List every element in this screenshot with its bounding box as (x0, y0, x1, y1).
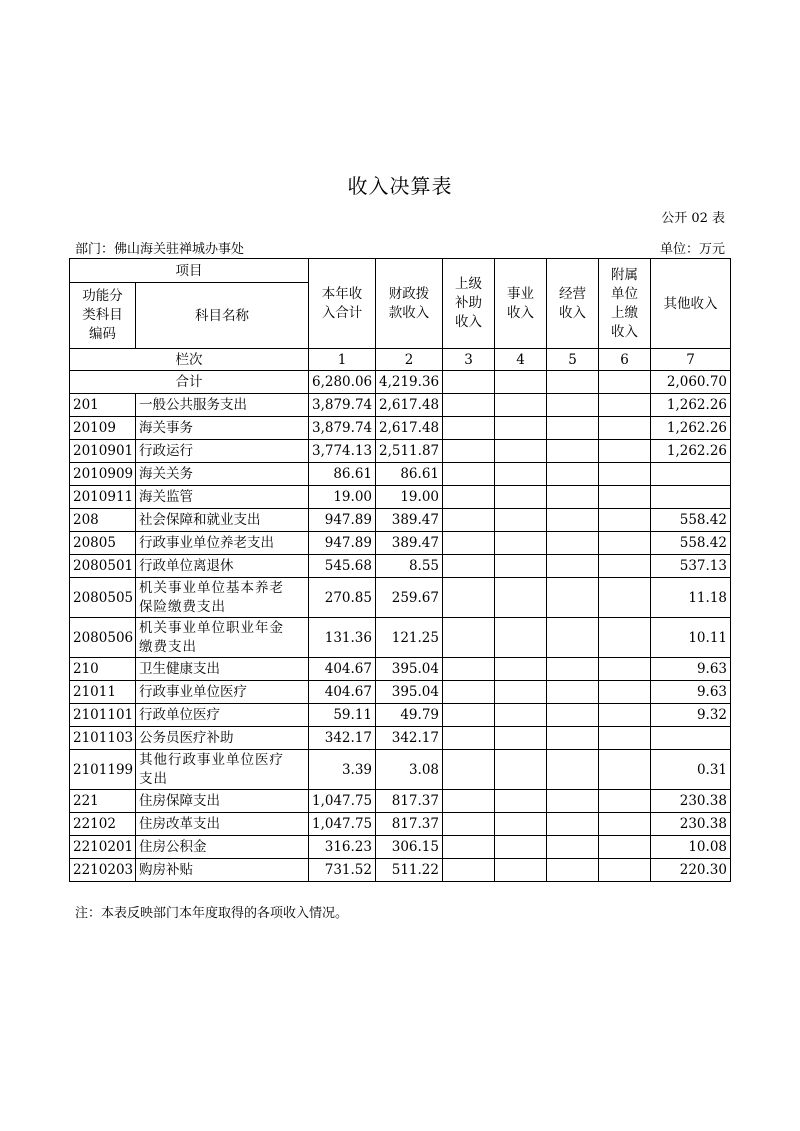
subject-name-cell: 海关事务 (136, 417, 309, 440)
header-line: 功能分 (82, 288, 123, 304)
header-line: 入合计 (321, 304, 363, 321)
subject-name-line: 缴费支出 (139, 638, 197, 655)
value-cell: 404.67 (309, 658, 376, 681)
value-cell: 395.04 (376, 658, 443, 681)
value-cell (599, 704, 651, 727)
subject-name-cell (136, 578, 309, 618)
column-index-cell: 6 (599, 349, 651, 371)
value-cell: 511.22 (376, 859, 443, 882)
other-header: 其他收入 (651, 259, 731, 349)
header-line: 编码 (89, 326, 116, 342)
column-index-label: 栏次 (70, 349, 309, 371)
value-cell (599, 658, 651, 681)
value-cell (599, 750, 651, 790)
func-code-cell: 20109 (70, 417, 136, 440)
subject-name-cell: 海关关务 (136, 463, 309, 486)
value-cell: 1,262.26 (651, 394, 731, 417)
func-code-cell: 2210201 (70, 836, 136, 859)
total-row-value (443, 371, 495, 394)
func-code-cell: 2010911 (70, 486, 136, 509)
value-cell: 306.15 (376, 836, 443, 859)
value-cell: 49.79 (376, 704, 443, 727)
value-cell: 230.38 (651, 790, 731, 813)
value-cell (443, 578, 495, 618)
table-row (70, 813, 731, 836)
value-cell (547, 750, 599, 790)
superior-header (443, 259, 495, 349)
value-cell: 121.25 (376, 618, 443, 658)
value-cell (599, 790, 651, 813)
value-cell (547, 704, 599, 727)
value-cell: 59.11 (309, 704, 376, 727)
value-cell (599, 578, 651, 618)
value-cell: 131.36 (309, 618, 376, 658)
subject-name-cell: 一般公共服务支出 (136, 394, 309, 417)
value-cell (443, 859, 495, 882)
header-line: 本年收 (321, 285, 363, 302)
subject-name-cell (136, 618, 309, 658)
value-cell (495, 394, 547, 417)
value-cell: 3,774.13 (309, 440, 376, 463)
value-cell: 220.30 (651, 859, 731, 882)
value-cell (443, 509, 495, 532)
value-cell (443, 813, 495, 836)
value-cell (599, 681, 651, 704)
value-cell (599, 727, 651, 750)
table-row (70, 681, 731, 704)
value-cell (495, 681, 547, 704)
value-cell: 8.55 (376, 555, 443, 578)
column-index-cell: 2 (376, 349, 443, 371)
value-cell: 316.23 (309, 836, 376, 859)
value-cell: 404.67 (309, 681, 376, 704)
value-cell (495, 790, 547, 813)
table-header (70, 259, 731, 394)
value-cell (443, 618, 495, 658)
table-row (70, 440, 731, 463)
table-row (70, 509, 731, 532)
table-row (70, 394, 731, 417)
subject-name-cell: 行政事业单位养老支出 (136, 532, 309, 555)
value-cell (651, 463, 731, 486)
func-code-cell: 208 (70, 509, 136, 532)
value-cell: 389.47 (376, 509, 443, 532)
func-code-cell: 221 (70, 790, 136, 813)
value-cell (547, 790, 599, 813)
value-cell (443, 790, 495, 813)
value-cell (495, 509, 547, 532)
page-title: 收入决算表 (347, 174, 453, 198)
func-code-cell: 2101101 (70, 704, 136, 727)
func-code-cell: 2210203 (70, 859, 136, 882)
value-cell (547, 440, 599, 463)
subject-name-cell (136, 750, 309, 790)
total-row-value (495, 371, 547, 394)
header-line: 收入 (455, 314, 482, 330)
value-cell: 558.42 (651, 509, 731, 532)
value-cell: 259.67 (376, 578, 443, 618)
business-header (495, 259, 547, 349)
value-cell (495, 836, 547, 859)
value-cell (495, 578, 547, 618)
value-cell (495, 813, 547, 836)
value-cell (599, 417, 651, 440)
header-line: 收入 (611, 323, 638, 340)
header-line: 收入 (507, 304, 534, 321)
header-line: 补助 (455, 295, 482, 311)
header-line: 类科目 (82, 307, 123, 323)
value-cell (443, 532, 495, 555)
value-cell (547, 509, 599, 532)
func-code-cell: 20805 (70, 532, 136, 555)
value-cell: 19.00 (376, 486, 443, 509)
value-cell: 947.89 (309, 532, 376, 555)
value-cell (547, 859, 599, 882)
column-index-cell: 1 (309, 349, 376, 371)
value-cell (547, 394, 599, 417)
table-row (70, 750, 731, 790)
value-cell (495, 704, 547, 727)
value-cell: 230.38 (651, 813, 731, 836)
header-line: 财政拨 (388, 285, 430, 302)
value-cell: 9.32 (651, 704, 731, 727)
total-header (309, 259, 376, 349)
project-header: 项目 (70, 259, 309, 283)
subject-name-line: 机关事业单位职业年金 (139, 619, 284, 636)
value-cell (547, 681, 599, 704)
header-line: 附属 (611, 266, 638, 283)
subject-name-cell: 行政单位医疗 (136, 704, 309, 727)
value-cell (443, 658, 495, 681)
value-cell (495, 658, 547, 681)
value-cell (651, 727, 731, 750)
value-cell: 342.17 (376, 727, 443, 750)
subject-name-line: 其他行政事业单位医疗 (139, 751, 284, 768)
value-cell (495, 750, 547, 790)
header-line: 上级 (455, 276, 482, 292)
func-code-cell: 2080505 (70, 578, 136, 618)
func-code-cell: 210 (70, 658, 136, 681)
func-code-cell: 2101103 (70, 727, 136, 750)
value-cell (651, 486, 731, 509)
table-note: 注：本表反映部门本年度取得的各项收入情况。 (75, 906, 349, 921)
value-cell: 1,047.75 (309, 790, 376, 813)
total-row-value: 4,219.36 (376, 371, 443, 394)
header-line: 收入 (559, 304, 586, 321)
value-cell (495, 532, 547, 555)
income-table (69, 258, 731, 882)
value-cell (547, 578, 599, 618)
value-cell (495, 417, 547, 440)
value-cell (495, 440, 547, 463)
table-row (70, 704, 731, 727)
value-cell (495, 463, 547, 486)
value-cell: 731.52 (309, 859, 376, 882)
value-cell (599, 440, 651, 463)
value-cell (599, 555, 651, 578)
subject-name-line: 支出 (139, 770, 168, 787)
value-cell (443, 394, 495, 417)
value-cell: 1,262.26 (651, 417, 731, 440)
value-cell: 2,617.48 (376, 417, 443, 440)
value-cell: 3,879.74 (309, 417, 376, 440)
value-cell (443, 836, 495, 859)
table-row (70, 532, 731, 555)
total-row-value: 2,060.70 (651, 371, 731, 394)
value-cell (443, 704, 495, 727)
value-cell (547, 813, 599, 836)
table-row (70, 727, 731, 750)
value-cell (443, 486, 495, 509)
value-cell (495, 618, 547, 658)
value-cell (599, 509, 651, 532)
unit-label: 单位：万元 (659, 242, 725, 257)
value-cell (547, 727, 599, 750)
value-cell (547, 555, 599, 578)
value-cell (443, 463, 495, 486)
subject-name-cell: 公务员医疗补助 (136, 727, 309, 750)
value-cell (547, 463, 599, 486)
value-cell (599, 836, 651, 859)
func-code-cell: 2080501 (70, 555, 136, 578)
subject-name-cell: 购房补贴 (136, 859, 309, 882)
func-code-cell: 21011 (70, 681, 136, 704)
table-row (70, 463, 731, 486)
value-cell: 1,047.75 (309, 813, 376, 836)
subject-name-cell: 住房改革支出 (136, 813, 309, 836)
affiliated-header (599, 259, 651, 349)
column-index-row (70, 349, 731, 371)
department-label: 部门：佛山海关驻禅城办事处 (75, 242, 245, 257)
value-cell (599, 486, 651, 509)
value-cell (547, 486, 599, 509)
table-row (70, 486, 731, 509)
operating-header (547, 259, 599, 349)
func-code-cell: 2010901 (70, 440, 136, 463)
value-cell: 11.18 (651, 578, 731, 618)
value-cell (495, 555, 547, 578)
table-row (70, 859, 731, 882)
value-cell (495, 727, 547, 750)
table-row (70, 555, 731, 578)
value-cell (599, 813, 651, 836)
header-line: 款收入 (388, 304, 430, 321)
subject-name-header: 科目名称 (136, 283, 309, 349)
table-row (70, 790, 731, 813)
value-cell (547, 658, 599, 681)
value-cell: 947.89 (309, 509, 376, 532)
value-cell: 86.61 (309, 463, 376, 486)
value-cell: 9.63 (651, 681, 731, 704)
value-cell (547, 417, 599, 440)
value-cell (599, 463, 651, 486)
value-cell: 389.47 (376, 532, 443, 555)
total-row-value (547, 371, 599, 394)
value-cell (443, 681, 495, 704)
table-number: 公开 02 表 (661, 211, 725, 226)
table-row (70, 658, 731, 681)
table-row (70, 417, 731, 440)
value-cell: 537.13 (651, 555, 731, 578)
total-row-value: 6,280.06 (309, 371, 376, 394)
value-cell (495, 486, 547, 509)
value-cell: 3.08 (376, 750, 443, 790)
value-cell: 10.11 (651, 618, 731, 658)
column-index-cell: 4 (495, 349, 547, 371)
value-cell: 270.85 (309, 578, 376, 618)
value-cell: 558.42 (651, 532, 731, 555)
table-body (70, 394, 731, 882)
value-cell: 86.61 (376, 463, 443, 486)
value-cell (599, 532, 651, 555)
subject-name-cell: 住房公积金 (136, 836, 309, 859)
table-row (70, 836, 731, 859)
value-cell: 2,511.87 (376, 440, 443, 463)
subject-name-cell: 社会保障和就业支出 (136, 509, 309, 532)
func-code-header (70, 283, 136, 349)
value-cell: 9.63 (651, 658, 731, 681)
column-index-cell: 3 (443, 349, 495, 371)
value-cell (547, 618, 599, 658)
value-cell: 395.04 (376, 681, 443, 704)
value-cell (443, 555, 495, 578)
subject-name-line: 机关事业单位基本养老 (139, 579, 284, 596)
column-index-cell: 7 (651, 349, 731, 371)
column-index-cell: 5 (547, 349, 599, 371)
value-cell: 3.39 (309, 750, 376, 790)
fiscal-header (376, 259, 443, 349)
value-cell: 19.00 (309, 486, 376, 509)
value-cell (443, 750, 495, 790)
subject-name-cell: 住房保障支出 (136, 790, 309, 813)
value-cell: 3,879.74 (309, 394, 376, 417)
value-cell (547, 836, 599, 859)
value-cell: 1,262.26 (651, 440, 731, 463)
subject-name-cell: 行政运行 (136, 440, 309, 463)
subject-name-line: 保险缴费支出 (139, 598, 226, 615)
value-cell (443, 417, 495, 440)
header-line: 经营 (559, 285, 586, 302)
func-code-cell: 22102 (70, 813, 136, 836)
value-cell (495, 859, 547, 882)
subject-name-cell: 行政事业单位医疗 (136, 681, 309, 704)
subject-name-cell: 卫生健康支出 (136, 658, 309, 681)
header-line: 上缴 (611, 304, 638, 321)
value-cell: 817.37 (376, 813, 443, 836)
value-cell (547, 532, 599, 555)
table-row (70, 578, 731, 618)
table-row (70, 618, 731, 658)
value-cell (443, 727, 495, 750)
value-cell (599, 394, 651, 417)
value-cell: 342.17 (309, 727, 376, 750)
value-cell: 10.08 (651, 836, 731, 859)
value-cell (443, 440, 495, 463)
func-code-cell: 2080506 (70, 618, 136, 658)
value-cell (599, 859, 651, 882)
value-cell (599, 618, 651, 658)
value-cell: 0.31 (651, 750, 731, 790)
value-cell: 2,617.48 (376, 394, 443, 417)
total-row (70, 371, 731, 394)
value-cell: 545.68 (309, 555, 376, 578)
subject-name-cell: 海关监管 (136, 486, 309, 509)
total-row-value (599, 371, 651, 394)
subject-name-cell: 行政单位离退休 (136, 555, 309, 578)
header-line: 单位 (611, 285, 638, 302)
func-code-cell: 201 (70, 394, 136, 417)
header-line: 事业 (507, 285, 534, 302)
func-code-cell: 2101199 (70, 750, 136, 790)
total-row-label: 合计 (70, 371, 309, 394)
value-cell: 817.37 (376, 790, 443, 813)
func-code-cell: 2010909 (70, 463, 136, 486)
